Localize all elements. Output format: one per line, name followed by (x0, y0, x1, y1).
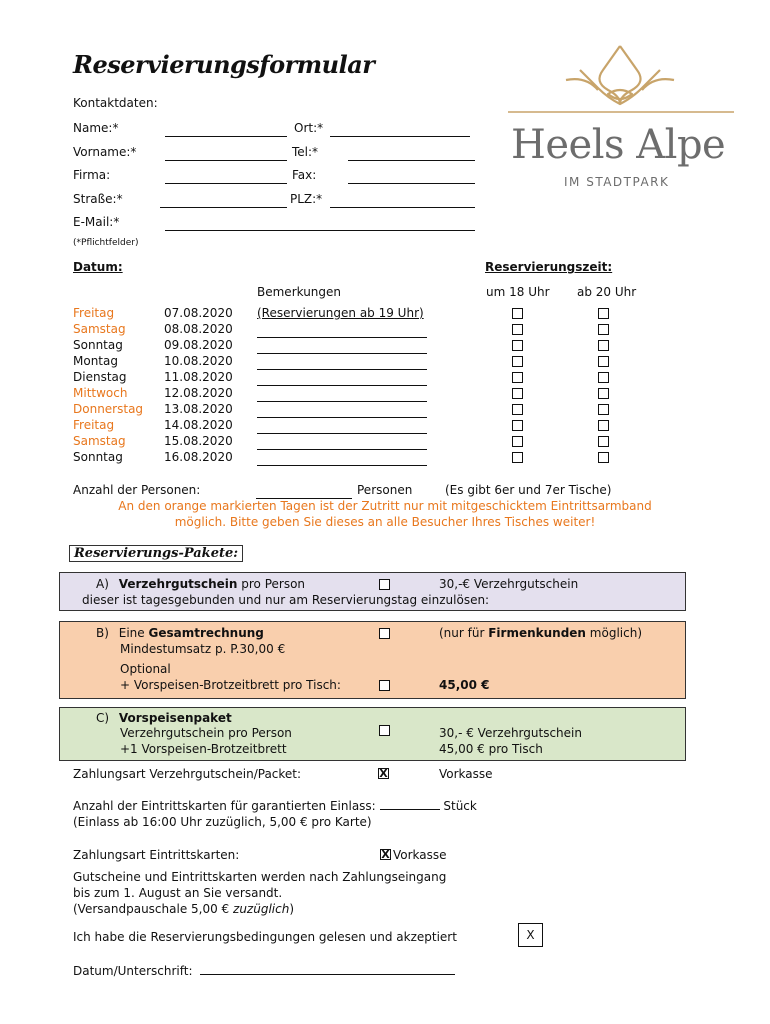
date-column (164, 306, 233, 466)
packages-heading: Reservierungs-Pakete: (69, 545, 243, 562)
remarks-heading: Bemerkungen (257, 285, 342, 299)
day-label: Montag (73, 354, 118, 368)
firma-field[interactable] (165, 173, 287, 187)
datum-heading: Datum: (73, 260, 123, 274)
package-c (59, 707, 686, 761)
date-label: 14.08.2020 (164, 418, 233, 432)
name-field[interactable] (165, 126, 287, 140)
signature-label: Datum/Unterschrift: (73, 964, 193, 978)
remark-lines (257, 322, 427, 466)
plz-label: PLZ:* (290, 192, 323, 206)
plz-field[interactable] (330, 197, 475, 211)
checkbox-20[interactable] (598, 308, 609, 319)
checkbox-column-18 (512, 308, 523, 468)
checkbox-18[interactable] (512, 404, 523, 415)
checkbox-column-20 (598, 308, 609, 468)
date-label: 07.08.2020 (164, 306, 233, 320)
voucher-payment-method: Vorkasse (439, 767, 493, 781)
package-c-line2: Verzehrgutschein pro Person (120, 726, 292, 740)
day-label: Sonntag (73, 450, 123, 464)
remark-field[interactable] (257, 338, 427, 354)
day-label: Samstag (73, 434, 126, 448)
name-label: Name:* (73, 121, 119, 135)
contact-heading: Kontaktdaten: (73, 96, 158, 110)
package-a-rest: pro Person (237, 577, 306, 591)
signature-field[interactable] (200, 974, 455, 975)
checkbox-20[interactable] (598, 340, 609, 351)
tickets-payment-method: Vorkasse (393, 848, 447, 862)
persons-unit: Personen (357, 483, 413, 497)
tickets-payment-checkbox[interactable]: X (381, 848, 390, 861)
checkbox-20[interactable] (598, 388, 609, 399)
package-c-price2: 45,00 € pro Tisch (439, 742, 543, 756)
package-b-name: Gesamtrechnung (148, 626, 264, 640)
shipping-line-2: bis zum 1. August an Sie versandt. (73, 886, 283, 900)
remark-field[interactable] (257, 418, 427, 434)
day-label: Freitag (73, 418, 115, 432)
checkbox-20[interactable] (598, 372, 609, 383)
package-a (59, 572, 686, 611)
first-remark: (Reservierungen ab 19 Uhr) (257, 306, 424, 320)
tel-field[interactable] (348, 150, 475, 164)
day-label: Mittwoch (73, 386, 128, 400)
checkbox-18[interactable] (512, 324, 523, 335)
package-a-price: 30,-€ Verzehrgutschein (439, 577, 579, 591)
remark-field[interactable] (257, 322, 427, 338)
remark-field[interactable] (257, 450, 427, 466)
logo-name: Heels Alpe (511, 122, 726, 168)
checkbox-18[interactable] (512, 452, 523, 463)
package-b-prefix: Eine (118, 626, 149, 640)
accept-label: Ich habe die Reservierungsbedingungen gelesen und akzeptiert (73, 930, 457, 944)
checkbox-18[interactable] (512, 372, 523, 383)
tickets-field[interactable] (380, 809, 440, 810)
package-a-letter: A) (96, 577, 109, 591)
day-column (73, 306, 143, 466)
remark-field[interactable] (257, 386, 427, 402)
checkbox-18[interactable] (512, 356, 523, 367)
remark-field[interactable] (257, 354, 427, 370)
shipping-line-3-italic: zuzüglich (233, 902, 290, 916)
email-label: E-Mail:* (73, 215, 120, 229)
fax-field[interactable] (348, 173, 475, 187)
voucher-payment-checkbox[interactable]: X (379, 767, 388, 780)
remark-field[interactable] (257, 370, 427, 386)
day-label: Sonntag (73, 338, 123, 352)
package-c-name: Vorspeisenpaket (118, 711, 232, 725)
fax-label: Fax: (292, 168, 317, 182)
crown-icon (508, 40, 734, 115)
required-note: (*Pflichtfelder) (73, 238, 139, 248)
day-label: Freitag (73, 306, 115, 320)
remark-field[interactable] (257, 434, 427, 450)
strasse-field[interactable] (160, 197, 287, 211)
ort-field[interactable] (330, 126, 470, 140)
date-label: 12.08.2020 (164, 386, 233, 400)
tickets-note: (Einlass ab 16:00 Uhr zuzüglich, 5,00 € pro Karte) (73, 815, 372, 829)
package-b-optional-checkbox[interactable] (379, 680, 390, 691)
package-b-checkbox[interactable] (379, 628, 390, 639)
package-c-price1: 30,- € Verzehrgutschein (439, 726, 582, 740)
package-b-letter: B) (96, 626, 109, 640)
package-b-note-post: möglich) (585, 626, 642, 640)
page-title: Reservierungsformular (73, 50, 375, 79)
package-b-note-bold: Firmenkunden (488, 626, 586, 640)
date-label: 13.08.2020 (164, 402, 233, 416)
tickets-payment-label: Zahlungsart Eintrittskarten: (73, 848, 240, 862)
email-field[interactable] (165, 220, 475, 234)
package-b-optional: Optional (120, 662, 171, 676)
date-label: 10.08.2020 (164, 354, 233, 368)
package-a-name: Verzehrgutschein (118, 577, 238, 591)
remark-field[interactable] (257, 402, 427, 418)
orange-note-2: möglich. Bitte geben Sie dieses an alle Besucher Ihres Tisches weiter! (174, 515, 596, 529)
time-heading: Reservierungszeit: (485, 260, 613, 274)
package-c-letter: C) (96, 711, 110, 725)
time-col-18: um 18 Uhr (486, 285, 550, 299)
ort-label: Ort:* (294, 121, 324, 135)
firma-label: Firma: (73, 168, 111, 182)
package-b (59, 621, 686, 699)
orange-note-1: An den orange markierten Tagen ist der Zutritt nur mit mitgeschicktem Eintrittsarmband (118, 499, 652, 513)
package-a-note: dieser ist tagesgebunden und nur am Reservierungstag einzulösen: (82, 593, 490, 607)
persons-label: Anzahl der Personen: (73, 483, 201, 497)
tickets-label: Anzahl der Eintrittskarten für garantierten Einlass: (73, 799, 376, 813)
day-label: Donnerstag (73, 402, 144, 416)
date-label: 16.08.2020 (164, 450, 233, 464)
shipping-line-3-pre: (Versandpauschale 5,00 € (73, 902, 234, 916)
date-label: 11.08.2020 (164, 370, 233, 384)
accept-checkbox[interactable]: X (518, 923, 543, 947)
checkbox-20[interactable] (598, 420, 609, 431)
logo (508, 40, 734, 200)
checkbox-18[interactable] (512, 388, 523, 399)
checkbox-18[interactable] (512, 308, 523, 319)
vorname-label: Vorname:* (73, 145, 137, 159)
package-c-checkbox[interactable] (379, 725, 390, 736)
package-b-minimum: Mindestumsatz p. P.30,00 € (120, 642, 286, 656)
date-label: 15.08.2020 (164, 434, 233, 448)
checkbox-18[interactable] (512, 420, 523, 431)
package-b-optional-item: + Vorspeisen-Brotzeitbrett pro Tisch: (120, 678, 341, 692)
vorname-field[interactable] (165, 150, 287, 164)
package-b-optional-price: 45,00 € (439, 678, 490, 692)
shipping-line-1: Gutscheine und Eintrittskarten werden nach Zahlungseingang (73, 870, 447, 884)
package-a-checkbox[interactable] (379, 579, 390, 590)
tel-label: Tel:* (292, 145, 319, 159)
logo-subtitle: IM STADTPARK (564, 175, 670, 189)
shipping-line-3-post: ) (289, 902, 294, 916)
checkbox-20[interactable] (598, 404, 609, 415)
checkbox-18[interactable] (512, 340, 523, 351)
date-label: 08.08.2020 (164, 322, 233, 336)
time-col-20: ab 20 Uhr (577, 285, 637, 299)
checkbox-18[interactable] (512, 436, 523, 447)
package-c-line3: +1 Vorspeisen-Brotzeitbrett (120, 742, 287, 756)
checkbox-20[interactable] (598, 452, 609, 463)
checkbox-20[interactable] (598, 436, 609, 447)
checkbox-20[interactable] (598, 324, 609, 335)
voucher-payment-label: Zahlungsart Verzehrgutschein/Packet: (73, 767, 302, 781)
checkbox-20[interactable] (598, 356, 609, 367)
tables-note: (Es gibt 6er und 7er Tische) (445, 483, 612, 497)
tickets-unit: Stück (443, 799, 477, 813)
date-label: 09.08.2020 (164, 338, 233, 352)
package-b-note-pre: (nur für (439, 626, 489, 640)
strasse-label: Straße:* (73, 192, 123, 206)
day-label: Samstag (73, 322, 126, 336)
day-label: Dienstag (73, 370, 127, 384)
